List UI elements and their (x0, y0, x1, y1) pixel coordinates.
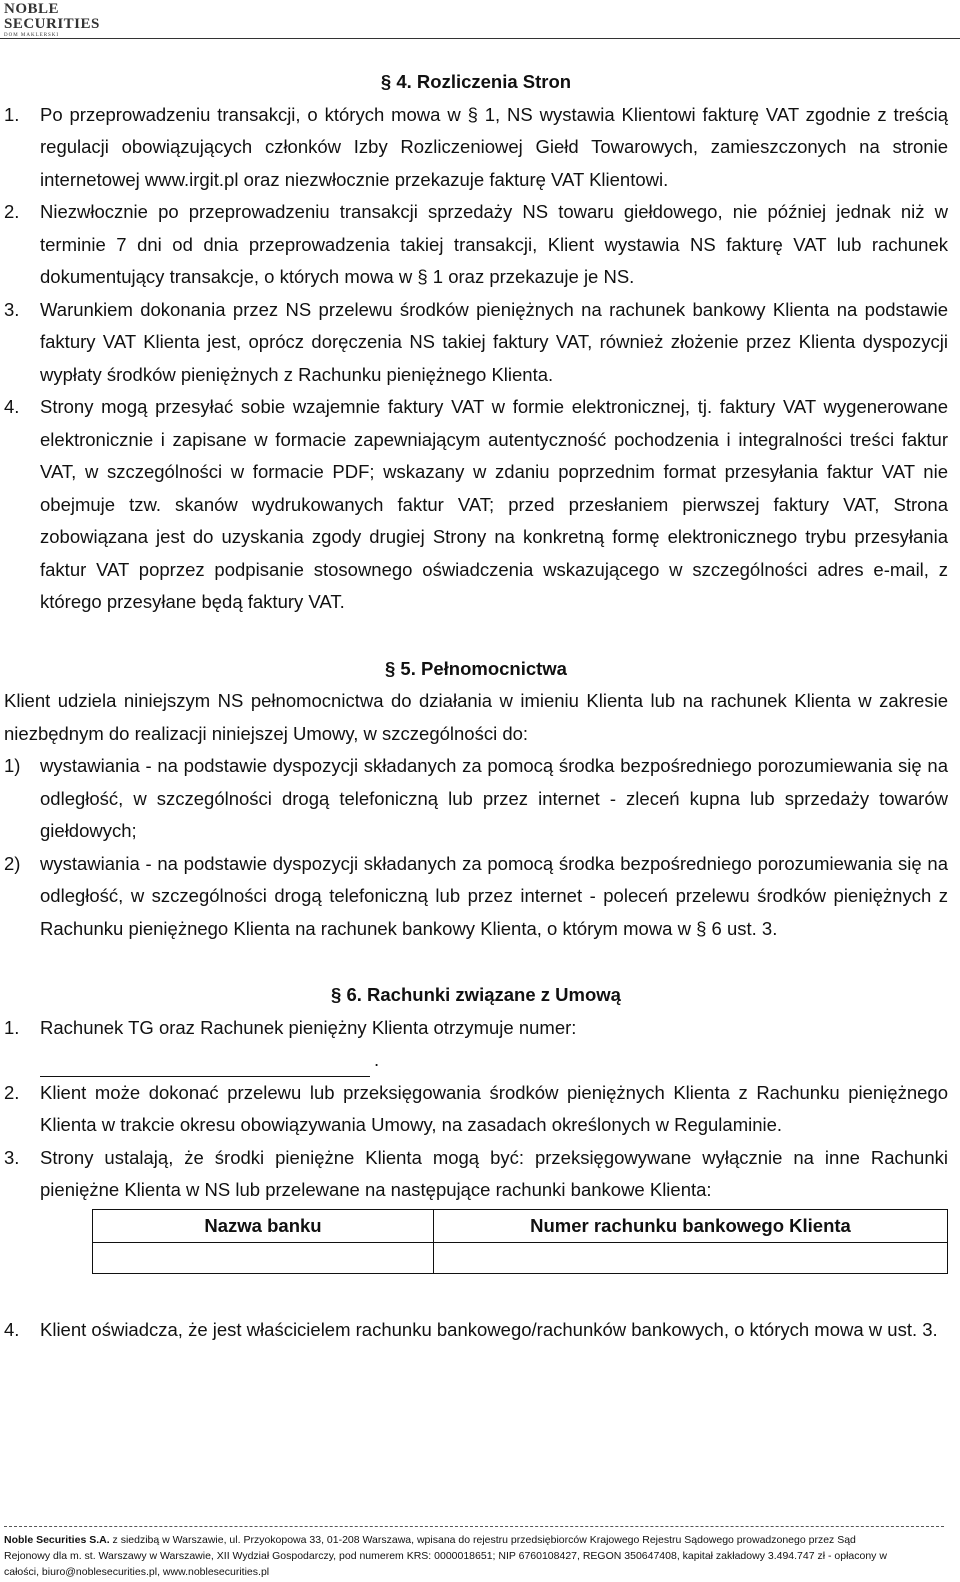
item-text: Warunkiem dokonania przez NS przelewu środków pieniężnych na rachunek bankowy Klienta na podstawie faktury VAT Klienta jest, oprócz doręczenia NS takiej faktury VAT, również złożenie przez Klienta dyspozycji wypłaty środków pieniężnych z Rachunku pieniężnego Klienta. (40, 298, 948, 385)
footer-company-name: Noble Securities S.A. (4, 1534, 110, 1546)
page-footer (4, 1532, 948, 1580)
item-number: 2) (4, 852, 21, 874)
table-row (93, 1243, 948, 1274)
item-text: wystawiania - na podstawie dyspozycji składanych za pomocą środka bezpośredniego porozumiewania się na odległość, w szczególności drogą telefoniczną lub przez internet - poleceń przelewu środków pieniężnych z Rachunku pieniężnego Klienta na rachunek bankowy Klienta, o którym mowa w § 6 ust. 3. (40, 852, 948, 939)
company-logo (4, 2, 104, 38)
item-number: 4. (4, 396, 20, 417)
item-number: 3. (4, 1146, 20, 1168)
item-text: Niezwłocznie po przeprowadzeniu transakcji sprzedaży NS towaru giełdowego, nie później jednak niż w terminie 7 dni od dnia przeprowadzenia takiej transakcji, Klient wystawia NS fakturę VAT lub rachunek dokumentujący transakcje, o których mowa w § 1 oraz przekazuje je NS. (40, 201, 948, 287)
spacer (4, 945, 948, 979)
item-number: 4. (4, 1319, 20, 1340)
section-6-item-4 (4, 1314, 948, 1347)
fill-in-line-end: . (374, 1049, 380, 1070)
footer-divider (4, 1526, 944, 1527)
section-5-intro: Klient udziela niniejszym NS pełnomocnictwa do działania w imieniu Klienta lub na rachunek Klienta w zakresie niezbędnym do realizacji niniejszej Umowy, w szczególności do: (4, 690, 948, 744)
account-number-blank (40, 1044, 948, 1077)
item-text: Klient oświadcza, że jest właścicielem rachunku bankowego/rachunków bankowych, o których mowa w ust. 3. (40, 1319, 938, 1340)
table-header-row (93, 1209, 948, 1243)
section-5-title: § 5. Pełnomocnictwa (385, 657, 567, 679)
document-body (4, 66, 948, 1347)
item-number: 2. (4, 201, 20, 222)
logo-line-2: SECURITIES (4, 16, 100, 32)
section-5-item-2 (4, 848, 948, 946)
item-text: Klient może dokonać przelewu lub przeksięgowania środków pieniężnych Klienta z Rachunku pieniężnego Klienta w trakcie okresu obowiązywania Umowy, na zasadach określonych w Regulaminie. (40, 1081, 948, 1135)
footer-line-2: Rejonowy dla m. st. Warszawy w Warszawie, XII Wydział Gospodarczy, pod numerem KRS: 0000018651; NIP 6760108427, REGON 350647408, kapitał zakładowy 3.494.747 zł - opłacony w (4, 1550, 887, 1562)
section-6-item-1 (4, 1012, 948, 1045)
header-divider (0, 38, 960, 39)
section-6-title: § 6. Rachunki związane z Umową (331, 984, 621, 1005)
bank-accounts-table (92, 1209, 948, 1275)
item-number: 3. (4, 298, 20, 320)
item-number: 1. (4, 1016, 20, 1038)
logo-line-1: NOBLE (4, 1, 60, 17)
item-text: Strony mogą przesyłać sobie wzajemnie faktury VAT w formie elektronicznej, tj. faktury VAT wygenerowane elektronicznie i zapisane w formacie zapewniającym autentyczność pochodzenia i integralności treści faktur VAT, w szczególności w formacie PDF; wskazany w zdaniu poprzednim format przesyłania faktur VAT nie obejmuje tzw. skanów wydrukowanych faktur VAT; przed przesłaniem pierwszej faktury VAT, Strona zobowiązana jest do uzyskania zgody drugiej Strony na konkretną formę elektronicznego trybu przesyłania faktur VAT poprzez podpisanie stosownego oświadczenia wskazującego w szczególności adres e-mail, z którego przesyłane będą faktury VAT. (40, 396, 948, 612)
section-6-item-3 (4, 1142, 948, 1207)
item-text: Rachunek TG oraz Rachunek pieniężny Klienta otrzymuje numer: (40, 1016, 577, 1038)
column-header-account-number: Numer rachunku bankowego Klienta (434, 1209, 948, 1243)
item-text: wystawiania - na podstawie dyspozycji składanych za pomocą środka bezpośredniego porozumiewania się na odległość, w szczególności drogą telefoniczną lub przez internet - zleceń kupna lub sprzedaży towarów giełdowych; (40, 755, 948, 841)
item-text: Po przeprowadzeniu transakcji, o których mowa w § 1, NS wystawia Klientowi fakturę VAT zgodnie z treścią regulacji obowiązujących członków Izby Rozliczeniowej Giełd Towarowych, zamieszczonych na stronie internetowej www.irgit.pl oraz niezwłocznie przekazuje fakturę VAT Klientowi. (40, 103, 948, 190)
column-header-bank-name: Nazwa banku (93, 1209, 434, 1243)
section-6-item-2 (4, 1077, 948, 1142)
item-number: 1. (4, 103, 20, 125)
account-number-cell[interactable] (434, 1243, 948, 1274)
section-4-item-4 (4, 391, 948, 619)
section-4-item-3 (4, 294, 948, 392)
footer-line-1-text: z siedzibą w Warszawie, ul. Przyokopowa 33, 01-208 Warszawa, wpisana do rejestru przedsiębiorców Krajowego Rejestru Sądowego prowadzonego przez Sąd (109, 1534, 856, 1546)
item-number: 2. (4, 1081, 20, 1103)
fill-in-line (40, 1058, 370, 1077)
section-4-item-1 (4, 99, 948, 197)
item-text: Strony ustalają, że środki pieniężne Klienta mogą być: przeksięgowywane wyłącznie na inne Rachunki pieniężne Klienta w NS lub przelewane na następujące rachunki bankowe Klienta: (40, 1146, 948, 1200)
footer-line-1 (4, 1532, 948, 1548)
section-5-item-1 (4, 750, 948, 848)
item-number: 1) (4, 755, 21, 776)
section-4-item-2 (4, 196, 948, 294)
section-4-title: § 4. Rozliczenia Stron (380, 71, 572, 92)
logo-line-3: DOM MAKLERSKI (4, 33, 60, 38)
bank-name-cell[interactable] (93, 1243, 434, 1274)
spacer (4, 619, 948, 653)
footer-line-3: całości, biuro@noblesecurities.pl, www.noblesecurities.pl (4, 1566, 270, 1578)
